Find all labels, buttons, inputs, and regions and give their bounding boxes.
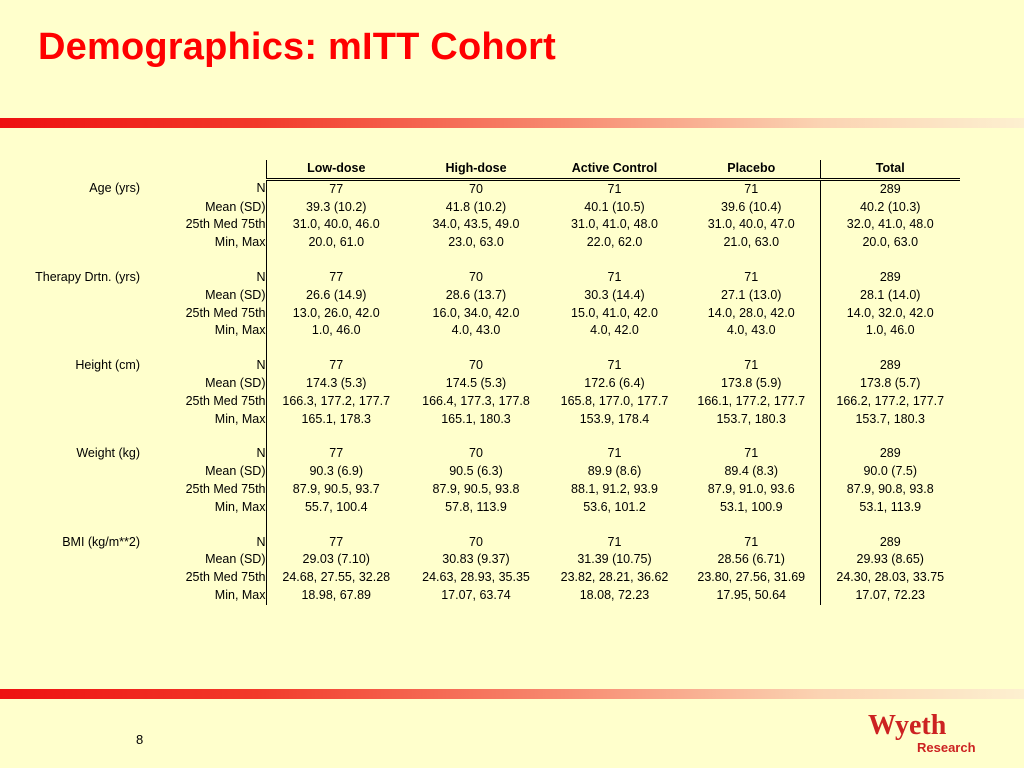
page-title: Demographics: mITT Cohort [38,26,557,68]
table-cell: 31.39 (10.75) [577,552,652,567]
table-row [0,587,960,605]
table-row [0,393,960,411]
table-row [0,357,960,375]
row-group-label: Height (cm) [75,358,140,373]
bottom-divider-bar [0,689,1024,699]
table-cell: 4.0, 43.0 [451,323,501,338]
table-cell: 20.0, 63.0 [820,234,960,252]
row-group-label [0,481,140,499]
table-cell: 71 [607,358,622,373]
row-stat-label: 25th Med 75th [140,305,266,323]
table-cell: 55.7, 100.4 [304,499,368,514]
table-cell: 31.0, 41.0, 48.0 [571,217,658,232]
row-stat-label: Min, Max [140,234,266,252]
logo-sub-text: Research [917,740,976,755]
table-cell: 57.8, 113.9 [445,499,507,514]
table-cell: 28.6 (13.7) [445,287,507,302]
row-stat-label: Mean (SD) [140,199,266,217]
table-cell: 20.0, 61.0 [308,235,365,250]
table-cell: 166.2, 177.2, 177.7 [820,393,960,411]
row-stat-label: Min, Max [140,587,266,605]
table-cell: 166.3, 177.2, 177.7 [282,393,391,408]
table-cell: 89.9 (8.6) [587,464,642,479]
table-row [0,481,960,499]
table-cell: 24.63, 28.93, 35.35 [422,570,530,585]
row-stat-label: N [140,269,266,287]
row-stat-label: 25th Med 75th [140,216,266,234]
row-stat-label: N [140,445,266,463]
table-cell: 90.5 (6.3) [449,464,503,479]
table-row [0,287,960,305]
table-cell: 13.0, 26.0, 42.0 [292,305,380,320]
row-group-label [0,587,140,605]
table-row [0,445,960,463]
table-cell: 39.6 (10.4) [721,199,782,214]
table-cell: 289 [820,445,960,463]
table-cell: 23.0, 63.0 [448,235,504,250]
col-header-active-control: Active Control [546,160,683,179]
table-row [0,463,960,481]
table-cell: 17.07, 72.23 [820,587,960,605]
row-group-label [0,551,140,569]
table-cell: 22.0, 62.0 [586,235,643,250]
row-group-label [0,411,140,429]
table-cell: 23.80, 27.56, 31.69 [697,570,806,585]
row-stat-label: N [140,179,266,198]
row-stat-label: Mean (SD) [140,551,266,569]
row-group-label [0,569,140,587]
row-group-label [0,393,140,411]
table-cell: 71 [744,181,759,196]
table-cell: 153.7, 180.3 [716,411,786,426]
table-cell: 4.0, 43.0 [726,323,776,338]
table-cell: 77 [329,269,344,284]
table-cell: 70 [469,446,483,461]
table-cell: 28.1 (14.0) [820,287,960,305]
table-cell: 17.95, 50.64 [716,587,786,602]
table-cell: 71 [607,181,622,196]
row-group-label [0,287,140,305]
table-row [0,179,960,198]
row-stat-label: Min, Max [140,411,266,429]
row-stat-label: 25th Med 75th [140,569,266,587]
table-cell: 53.6, 101.2 [583,499,646,514]
table-row [0,411,960,429]
group-spacer-row [0,517,960,534]
table-cell: 18.08, 72.23 [579,587,650,602]
table-cell: 89.4 (8.3) [724,464,778,479]
table-cell: 27.1 (13.0) [721,287,782,302]
table-row [0,534,960,552]
table-cell: 90.3 (6.9) [309,464,363,479]
table-cell: 39.3 (10.2) [306,199,367,214]
row-stat-label: Mean (SD) [140,287,266,305]
table-cell: 24.30, 28.03, 33.75 [820,569,960,587]
table-cell: 71 [744,534,759,549]
row-group-label: Weight (kg) [76,446,140,461]
table-cell: 70 [469,358,483,373]
table-cell: 173.8 (5.7) [820,375,960,393]
table-cell: 77 [329,534,344,549]
table-cell: 14.0, 28.0, 42.0 [707,305,795,320]
group-spacer-row [0,252,960,269]
table-cell: 90.0 (7.5) [820,463,960,481]
table-cell: 53.1, 100.9 [719,499,783,514]
table-cell: 153.9, 178.4 [579,411,650,426]
table-cell: 71 [744,358,759,373]
table-row [0,269,960,287]
logo-brand-text: Wyeth [868,710,947,741]
table-cell: 71 [607,446,622,461]
table-cell: 30.3 (14.4) [584,287,645,302]
row-group-label [0,463,140,481]
table-cell: 71 [607,269,622,284]
table-row [0,199,960,217]
row-stat-label: 25th Med 75th [140,393,266,411]
col-header-placebo: Placebo [683,160,820,179]
table-cell: 87.9, 90.5, 93.7 [292,481,380,496]
row-group-label [0,199,140,217]
table-cell: 87.9, 90.5, 93.8 [432,481,520,496]
table-cell: 23.82, 28.21, 36.62 [560,570,669,585]
table-cell: 24.68, 27.55, 32.28 [282,570,391,585]
table-row [0,322,960,340]
table-cell: 41.8 (10.2) [445,199,507,214]
row-group-label: Age (yrs) [89,181,140,196]
table-cell: 166.1, 177.2, 177.7 [697,393,806,408]
table-cell: 26.6 (14.9) [306,287,367,302]
table-cell: 165.8, 177.0, 177.7 [560,393,669,408]
table-cell: 77 [329,446,344,461]
row-group-label: Therapy Drtn. (yrs) [35,269,140,284]
table-cell: 289 [820,534,960,552]
table-cell: 77 [329,358,344,373]
row-stat-label: N [140,534,266,552]
table-cell: 88.1, 91.2, 93.9 [571,481,658,496]
table-row [0,234,960,252]
table-cell: 28.56 (6.71) [717,552,785,567]
table-cell: 16.0, 34.0, 42.0 [432,305,520,320]
group-spacer-row [0,340,960,357]
table-cell: 87.9, 90.8, 93.8 [820,481,960,499]
table-cell: 173.8 (5.9) [721,375,782,390]
table-cell: 53.1, 113.9 [820,499,960,517]
table-cell: 17.07, 63.74 [441,587,511,602]
table-cell: 71 [744,269,759,284]
table-cell: 71 [607,534,622,549]
table-cell: 29.93 (8.65) [820,551,960,569]
table-cell: 40.2 (10.3) [820,199,960,217]
table-cell: 30.83 (9.37) [442,552,510,567]
table-cell: 71 [744,446,759,461]
row-group-label: BMI (kg/m**2) [62,534,140,549]
table-cell: 18.98, 67.89 [301,587,371,602]
row-stat-label: Mean (SD) [140,375,266,393]
table-cell: 70 [469,534,483,549]
demographics-table [0,160,960,605]
table-cell: 70 [469,269,483,284]
table-header-row [0,160,960,179]
row-group-label [0,216,140,234]
row-stat-label: 25th Med 75th [140,481,266,499]
row-stat-label: Mean (SD) [140,463,266,481]
table-cell: 289 [820,269,960,287]
top-divider-bar [0,118,1024,128]
table-cell: 15.0, 41.0, 42.0 [571,305,658,320]
table-cell: 29.03 (7.10) [302,552,370,567]
table-cell: 165.1, 178.3 [301,411,371,426]
table-cell: 77 [329,181,344,196]
table-row [0,499,960,517]
col-header-high-dose: High-dose [406,160,546,179]
table-row [0,216,960,234]
header-blank [0,160,140,179]
row-group-label [0,499,140,517]
row-stat-label: Min, Max [140,499,266,517]
table-cell: 1.0, 46.0 [311,323,361,338]
table-cell: 172.6 (6.4) [584,375,645,390]
table-cell: 166.4, 177.3, 177.8 [422,393,530,408]
table-cell: 289 [820,179,960,198]
row-stat-label: N [140,357,266,375]
row-group-label [0,305,140,323]
page-number: 8 [136,732,144,747]
row-stat-label: Min, Max [140,322,266,340]
table-cell: 34.0, 43.5, 49.0 [432,217,520,232]
header-blank [140,160,266,179]
table-cell: 40.1 (10.5) [584,199,645,214]
col-header-low-dose: Low-dose [266,160,406,179]
table-cell: 21.0, 63.0 [723,235,780,250]
table-row [0,551,960,569]
table-cell: 289 [820,357,960,375]
table-cell: 174.3 (5.3) [306,375,367,390]
wyeth-research-logo [866,708,981,756]
col-header-total: Total [820,160,960,179]
table-row [0,569,960,587]
table-row [0,305,960,323]
table-cell: 31.0, 40.0, 47.0 [707,217,795,232]
table-cell: 32.0, 41.0, 48.0 [820,216,960,234]
table-cell: 174.5 (5.3) [445,375,507,390]
table-cell: 153.7, 180.3 [820,411,960,429]
row-group-label [0,375,140,393]
row-group-label [0,234,140,252]
table-cell: 87.9, 91.0, 93.6 [707,481,795,496]
table-cell: 4.0, 42.0 [590,323,639,338]
table-cell: 31.0, 40.0, 46.0 [292,217,380,232]
table-cell: 165.1, 180.3 [441,411,511,426]
table-cell: 1.0, 46.0 [820,322,960,340]
table-row [0,375,960,393]
table-cell: 14.0, 32.0, 42.0 [820,305,960,323]
table-cell: 70 [469,181,483,196]
group-spacer-row [0,428,960,445]
row-group-label [0,322,140,340]
